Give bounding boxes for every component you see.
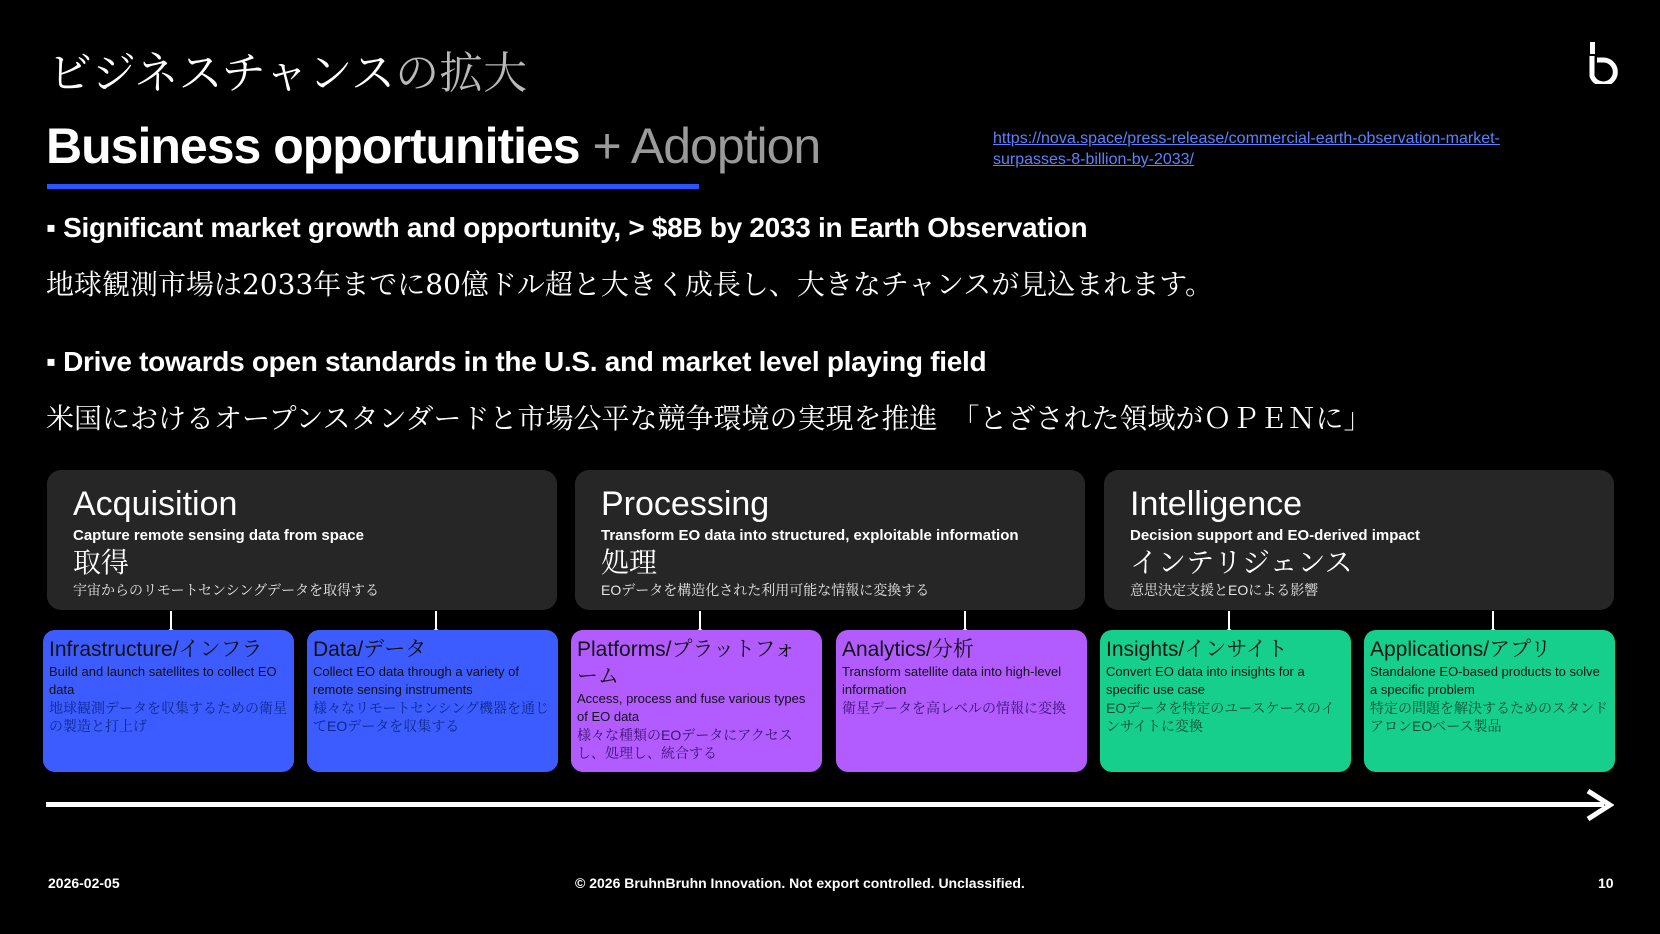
- title-en-main: Business opportunities: [46, 118, 580, 174]
- card-data: [307, 630, 558, 772]
- title-jp-main: ビジネスチャンス: [48, 48, 396, 99]
- page-title-en: [46, 116, 820, 176]
- footer-date: 2026-02-05: [48, 875, 120, 891]
- stage-intelligence: [1104, 470, 1614, 610]
- stage-title: Acquisition: [73, 485, 238, 523]
- stage-jp-desc: 宇宙からのリモートセンシングデータを取得する: [73, 582, 380, 598]
- stage-acquisition: [47, 470, 557, 610]
- stage-title: Intelligence: [1130, 485, 1303, 523]
- page-title-jp: [48, 44, 527, 104]
- card-platforms: [571, 630, 822, 772]
- title-en-accent: + Adoption: [579, 118, 821, 174]
- stage-jp-title: 取得: [73, 546, 130, 579]
- card-desc-jp: EOデータを特定のユースケースのインサイトに変換: [1106, 700, 1335, 734]
- card-desc-en: Collect EO data through a variety of remote sensing instruments: [313, 664, 519, 697]
- stage-title: Processing: [601, 485, 770, 523]
- stage-desc: Transform EO data into structured, exploitable information: [601, 527, 1019, 544]
- title-underline: [47, 184, 699, 189]
- card-desc-en: Build and launch satellites to collect EO data: [49, 664, 277, 697]
- stage-processing: [575, 470, 1085, 610]
- card-desc-en: Access, process and fuse various types of EO data: [577, 691, 806, 724]
- card-title: Platforms/プラットフォーム: [577, 638, 796, 688]
- card-desc-jp: 地球観測データを収集するための衛星の製造と打上げ: [49, 700, 287, 734]
- card-title: Infrastructure/インフラ: [49, 638, 263, 661]
- card-insights: [1100, 630, 1351, 772]
- card-title: Applications/アプリ: [1370, 638, 1552, 661]
- card-title: Analytics/分析: [842, 638, 974, 661]
- card-desc-en: Transform satellite data into high-level information: [842, 664, 1062, 697]
- card-desc-jp: 衛星データを高レベルの情報に変換: [842, 700, 1066, 716]
- card-desc-en: Convert EO data into insights for a specific use case: [1106, 664, 1305, 697]
- card-analytics: [836, 630, 1087, 772]
- bullet-1-en: ▪ Significant market growth and opportunity, > $8B by 2033 in Earth Observation: [46, 212, 1088, 243]
- timeline-arrow-line: [46, 802, 1604, 807]
- bullet-1-jp: 地球観測市場は2033年までに80億ドル超と大きく成長し、大きなチャンスが見込まれます。: [46, 268, 1213, 301]
- stage-jp-desc: 意思決定支援とEOによる影響: [1130, 582, 1319, 598]
- card-title: Insights/インサイト: [1106, 638, 1288, 661]
- company-logo-icon: [1588, 42, 1618, 84]
- stage-desc: Capture remote sensing data from space: [73, 527, 364, 544]
- stage-jp-title: インテリジェンス: [1130, 546, 1353, 579]
- card-desc-jp: 様々なリモートセンシング機器を通じてEOデータを収集する: [313, 700, 550, 734]
- bullet-2-en: ▪ Drive towards open standards in the U.S. and market level playing field: [46, 346, 987, 377]
- arrow-right-icon: [1584, 788, 1614, 822]
- card-title: Data/データ: [313, 638, 427, 661]
- stage-jp-desc: EOデータを構造化された利用可能な情報に変換する: [601, 582, 930, 598]
- source-link[interactable]: https://nova.space/press-release/commercial-earth-observation-market-surpasses-8-billion-by-2033/: [993, 130, 1500, 168]
- stage-desc: Decision support and EO-derived impact: [1130, 527, 1421, 544]
- footer-copyright: © 2026 BruhnBruhn Innovation. Not export controlled. Unclassified.: [575, 875, 1025, 891]
- card-desc-jp: 様々な種類のEOデータにアクセスし、処理し、統合する: [577, 727, 793, 761]
- card-desc-jp: 特定の問題を解決するためのスタンドアロンEOベース製品: [1370, 700, 1608, 734]
- card-applications: [1364, 630, 1615, 772]
- title-jp-accent: の拡大: [395, 48, 528, 99]
- stage-jp-title: 処理: [601, 546, 658, 579]
- page-number: 10: [1598, 875, 1614, 891]
- card-desc-en: Standalone EO-based products to solve a specific problem: [1370, 664, 1600, 697]
- bullet-2-jp: 米国におけるオープンスタンダードと市場公平な競争環境の実現を推進 「とざされた領域がＯＰＥＮに」: [46, 402, 1372, 435]
- card-infrastructure: [43, 630, 294, 772]
